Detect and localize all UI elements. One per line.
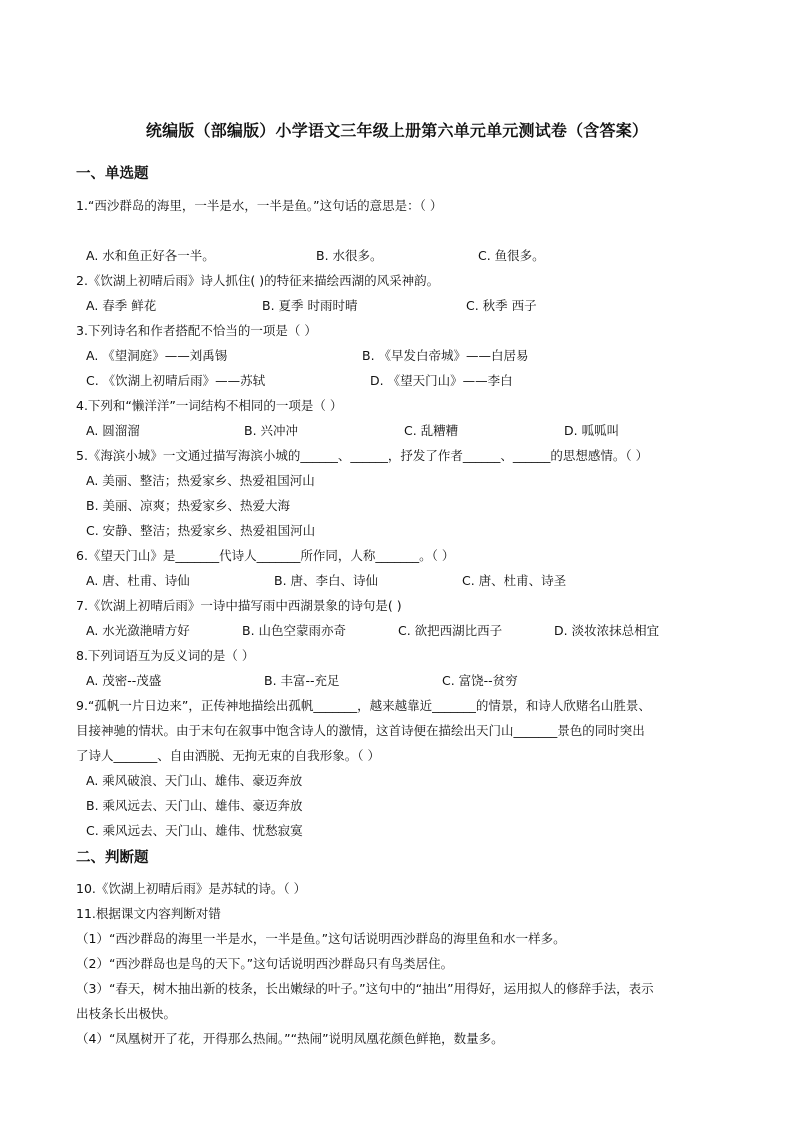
question-9-stem-line-2: 目接神驰的情状。由于末句在叙事中饱含诗人的激情，这首诗便在描绘出天门山_______景色的同时突出 xyxy=(76,723,645,738)
question-3-stem: 3.下列诗名和作者搭配不恰当的一项是（ ） xyxy=(76,323,317,338)
question-5-stem: 5.《海滨小城》一文通过描写海滨小城的______、______，抒发了作者______、______的思想感情。（ ） xyxy=(76,448,649,463)
question-8-option-b[interactable]: B. 丰富--充足 xyxy=(264,673,340,688)
document-title: 统编版（部编版）小学语文三年级上册第六单元单元测试卷（含答案） xyxy=(145,121,649,140)
question-1-option-c[interactable]: C. 鱼很多。 xyxy=(478,248,545,263)
question-1-stem: 1.“西沙群岛的海里，一半是水，一半是鱼。”这句话的意思是：（ ） xyxy=(76,198,443,213)
question-4-option-c[interactable]: C. 乱糟糟 xyxy=(404,423,459,438)
question-2-option-b[interactable]: B. 夏季 时雨时晴 xyxy=(262,298,358,313)
question-7-stem: 7.《饮湖上初晴后雨》一诗中描写雨中西湖景象的诗句是( ) xyxy=(76,598,402,613)
question-7-option-d[interactable]: D. 淡妆浓抹总相宜 xyxy=(554,623,660,638)
question-11-stem: 11.根据课文内容判断对错 xyxy=(76,906,221,921)
question-9-option-c[interactable]: C. 乘风远去、天门山、雄伟、忧愁寂寞 xyxy=(86,823,303,838)
question-5-option-c[interactable]: C. 安静、整洁；热爱家乡、热爱祖国河山 xyxy=(86,523,316,538)
section-heading-true-false: 二、判断题 xyxy=(76,850,149,866)
question-7-option-c[interactable]: C. 欲把西湖比西子 xyxy=(398,623,503,638)
question-4-option-d[interactable]: D. 呱呱叫 xyxy=(564,423,620,438)
question-4-option-b[interactable]: B. 兴冲冲 xyxy=(244,423,299,438)
question-8-option-a[interactable]: A. 茂密--茂盛 xyxy=(86,673,162,688)
question-9-option-b[interactable]: B. 乘风远去、天门山、雄伟、豪迈奔放 xyxy=(86,798,303,813)
question-3-option-c[interactable]: C. 《饮湖上初晴后雨》——苏轼 xyxy=(86,373,266,388)
question-3-option-b[interactable]: B. 《早发白帝城》——白居易 xyxy=(362,348,529,363)
question-7-option-b[interactable]: B. 山色空蒙雨亦奇 xyxy=(242,623,347,638)
question-4-option-a[interactable]: A. 圆溜溜 xyxy=(86,423,140,438)
question-5-option-b[interactable]: B. 美丽、凉爽；热爱家乡、热爱大海 xyxy=(86,498,291,513)
question-11-item-2: （2）“西沙群岛也是鸟的天下。”这句话说明西沙群岛只有鸟类居住。 xyxy=(76,956,454,971)
question-5-option-a[interactable]: A. 美丽、整洁；热爱家乡、热爱祖国河山 xyxy=(86,473,315,488)
question-1-option-b[interactable]: B. 水很多。 xyxy=(316,248,383,263)
question-3-option-d[interactable]: D. 《望天门山》——李白 xyxy=(370,373,513,388)
question-11-item-1: （1）“西沙群岛的海里一半是水，一半是鱼。”这句话说明西沙群岛的海里鱼和水一样多。 xyxy=(76,931,566,946)
question-2-stem: 2.《饮湖上初晴后雨》诗人抓住( )的特征来描绘西湖的风采神韵。 xyxy=(76,273,440,288)
question-6-option-c[interactable]: C. 唐、杜甫、诗圣 xyxy=(462,573,567,588)
question-9-stem-line-3: 了诗人_______、自由洒脱、无拘无束的自我形象。（ ） xyxy=(76,748,380,763)
question-10-stem: 10.《饮湖上初晴后雨》是苏轼的诗。（ ） xyxy=(76,881,307,896)
question-9-option-a[interactable]: A. 乘风破浪、天门山、雄伟、豪迈奔放 xyxy=(86,773,303,788)
question-2-option-a[interactable]: A. 春季 鲜花 xyxy=(86,298,157,313)
question-7-option-a[interactable]: A. 水光潋滟晴方好 xyxy=(86,623,190,638)
question-6-option-b[interactable]: B. 唐、李白、诗仙 xyxy=(274,573,379,588)
question-3-option-a[interactable]: A. 《望洞庭》——刘禹锡 xyxy=(86,348,228,363)
question-4-stem: 4.下列和“懒洋洋”一词结构不相同的一项是（ ） xyxy=(76,398,343,413)
question-6-stem: 6.《望天门山》是_______代诗人_______所作同，人称_______。（ ） xyxy=(76,548,455,563)
question-11-item-3: （3）“春天，树木抽出新的枝条，长出嫩绿的叶子。”这句中的“抽出”用得好，运用拟人的修辞手法，表示 xyxy=(76,981,654,996)
question-8-stem: 8.下列词语互为反义词的是（ ） xyxy=(76,648,255,663)
question-1-option-a[interactable]: A. 水和鱼正好各一半。 xyxy=(86,248,215,263)
question-11-item-4: （4）“凤凰树开了花，开得那么热闹。”“热闹”说明凤凰花颜色鲜艳，数量多。 xyxy=(76,1031,504,1046)
question-9-stem-line-1: 9.“孤帆一片日边来”，正传神地描绘出孤帆_______，越来越靠近_______的情景，和诗人欣赌名山胜景、 xyxy=(76,698,651,713)
question-11-item-3-continued: 出枝条长出极快。 xyxy=(76,1006,177,1021)
section-heading-single-choice: 一、单选题 xyxy=(76,166,149,182)
question-8-option-c[interactable]: C. 富饶--贫穷 xyxy=(442,673,518,688)
question-2-option-c[interactable]: C. 秋季 西子 xyxy=(466,298,537,313)
question-6-option-a[interactable]: A. 唐、杜甫、诗仙 xyxy=(86,573,190,588)
